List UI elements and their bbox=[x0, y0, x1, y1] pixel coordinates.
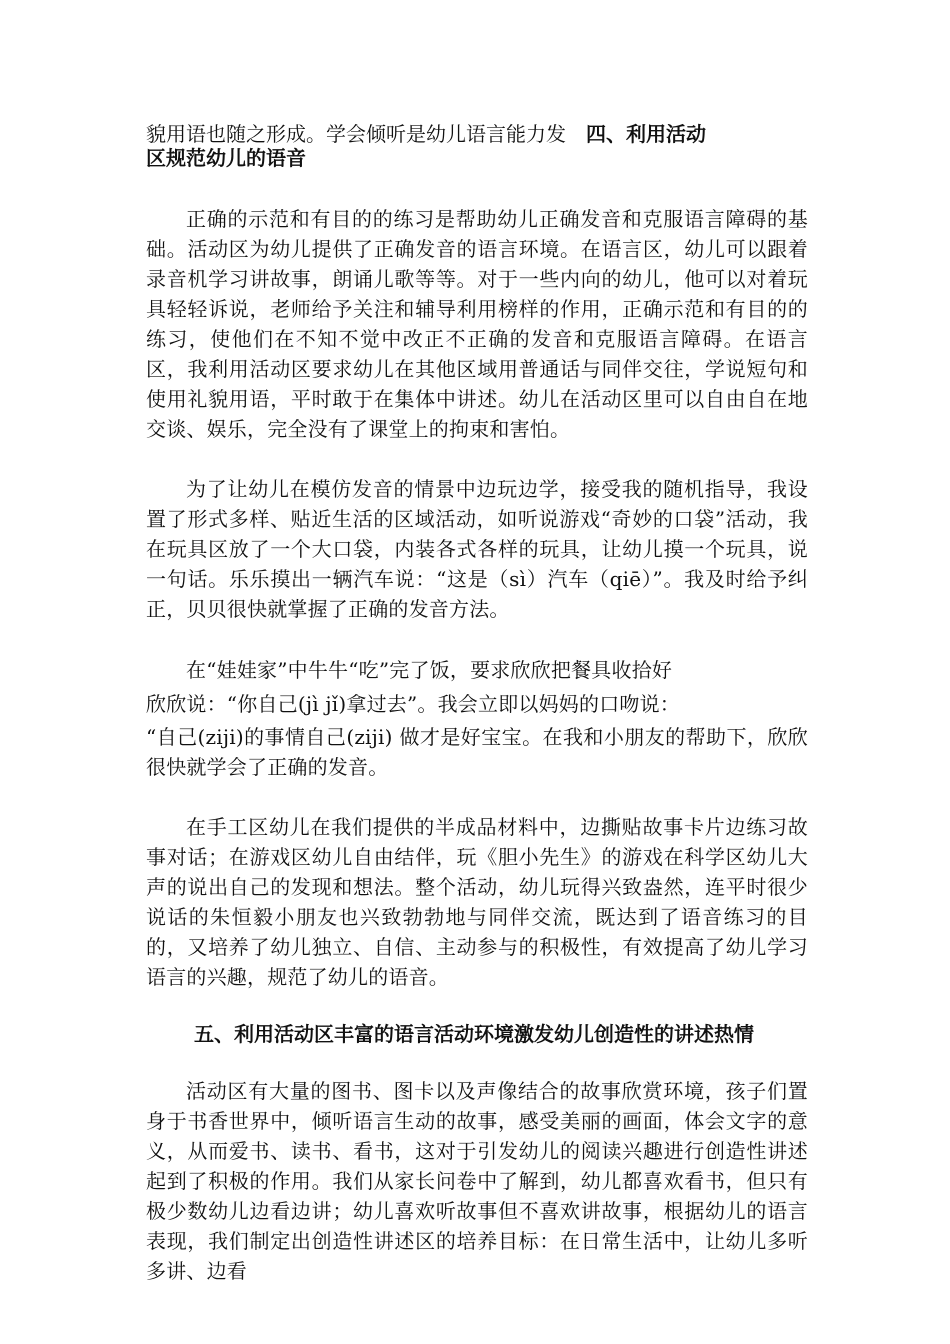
spacer bbox=[146, 170, 808, 204]
intro-line-text: 貌用语也随之形成。学会倾听是幼儿语言能力发 bbox=[146, 122, 566, 146]
section5-heading: 五、利用活动区丰富的语言活动环境激发幼儿创造性的讲述热情 bbox=[194, 1022, 754, 1046]
paragraph-2: 为了让幼儿在模仿发音的情景中边玩边学，接受我的随机指导，我设置了形式多样、贴近生活的区域活动，如听说游戏“奇妙的口袋”活动，我在玩具区放了一个大口袋，内装各式各样的玩具，让幼儿摸一个玩具，说一句话。乐乐摸出一辆汽车说：“这是（sì）汽车（qiē）”。我及时给予纠正，贝贝很快就掌握了正确的发音方法。 bbox=[146, 477, 808, 621]
paragraph-3-rest: “自己(ziji)的事情自己(ziji) 做才是好宝宝。在我和小朋友的帮助下，欣欣很快就学会了正确的发音。 bbox=[146, 725, 808, 779]
paragraph-3-line-1: 在“娃娃家”中牛牛“吃”完了饭，要求欣欣把餐具收拾好 bbox=[186, 658, 673, 682]
paragraph-5: 活动区有大量的图书、图卡以及声像结合的故事欣赏环境，孩子们置身于书香世界中，倾听语言生动的故事，感受美丽的画面，体会文字的意义，从而爱书、读书、看书，这对于引发幼儿的阅读兴趣进行创造性讲述起到了积极的作用。我们从家长问卷中了解到，幼儿都喜欢看书，但只有极少数幼儿边看边讲；幼儿喜欢听故事但不喜欢讲故事，根据幼儿的语言表现，我们制定出创造性讲述区的培养目标：在日常生活中，让幼儿多听多讲、边看 bbox=[146, 1079, 808, 1283]
document-page bbox=[146, 122, 808, 1286]
spacer bbox=[146, 624, 808, 654]
spacer bbox=[146, 992, 808, 1022]
spacer bbox=[146, 444, 808, 474]
spacer bbox=[146, 1046, 808, 1076]
paragraph-3-line-2: 欣欣说：“你自己(jì jǐ)拿过去”。我会立即以妈妈的口吻说： bbox=[146, 692, 681, 716]
section4-heading-part2: 区规范幼儿的语音 bbox=[146, 146, 306, 170]
paragraph-4: 在手工区幼儿在我们提供的半成品材料中，边撕贴故事卡片边练习故事对话；在游戏区幼儿自由结伴，玩《胆小先生》的游戏在科学区幼儿大声的说出自己的发现和想法。整个活动，幼儿玩得兴致盎然，连平时很少说话的朱恒毅小朋友也兴致勃勃地与同伴交流，既达到了语音练习的目的，又培养了幼儿独立、自信、主动参与的积极性，有效提高了幼儿学习语言的兴趣，规范了幼儿的语音。 bbox=[146, 815, 808, 989]
intro-paragraph bbox=[146, 122, 808, 170]
paragraph-1: 正确的示范和有目的的练习是帮助幼儿正确发音和克服语言障碍的基础。活动区为幼儿提供了正确发音的语言环境。在语言区，幼儿可以跟着录音机学习讲故事，朗诵儿歌等等。对于一些内向的幼儿，他可以对着玩具轻轻诉说，老师给予关注和辅导利用榜样的作用，正确示范和有目的的练习，使他们在不知不觉中改正不正确的发音和克服语言障碍。在语言区，我利用活动区要求幼儿在其他区域用普通话与同伴交往，学说短句和使用礼貌用语，平时敢于在集体中讲述。幼儿在活动区里可以自由自在地交谈、娱乐，完全没有了课堂上的拘束和害怕。 bbox=[146, 207, 808, 441]
section4-heading-part1: 四、利用活动 bbox=[566, 122, 706, 146]
spacer bbox=[146, 782, 808, 812]
